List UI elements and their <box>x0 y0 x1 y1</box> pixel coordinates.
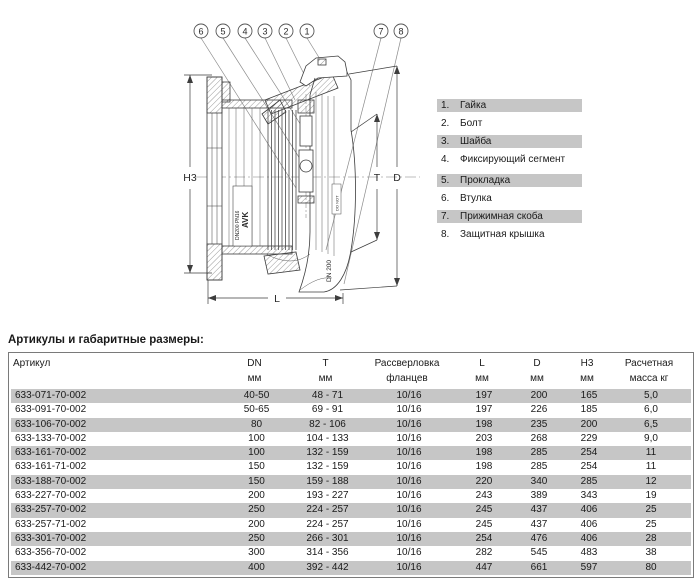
value-cell: 40-50 <box>243 390 270 401</box>
table-header <box>9 353 693 389</box>
value-cell: 254 <box>580 447 598 459</box>
value-cell: 285 <box>580 475 598 487</box>
value-cell: 28 <box>645 532 657 544</box>
spec-table <box>8 352 694 578</box>
legend-item-number: 4. <box>441 154 450 165</box>
legend-item-8 <box>437 228 582 241</box>
value-cell: 235 <box>530 418 548 430</box>
value-cell: 9,0 <box>644 432 658 444</box>
value-cell: 10/16 <box>396 390 422 401</box>
table-header-cell: Расчетная <box>624 358 674 369</box>
table-row <box>11 475 691 489</box>
legend-item-label: Фиксирующий сегмент <box>460 154 566 165</box>
article-cell: 633-257-71-002 <box>15 518 87 530</box>
value-cell: 5,0 <box>644 390 658 401</box>
value-cell: 69 - 91 <box>311 404 344 416</box>
value-cell: 150 <box>248 461 265 473</box>
legend-item-label: Прокладка <box>460 175 511 186</box>
legend-item-label: Шайба <box>460 136 492 147</box>
value-cell: 10/16 <box>396 490 422 502</box>
value-cell: 245 <box>475 504 493 516</box>
callout-1 <box>300 24 314 38</box>
value-cell: 10/16 <box>396 418 422 430</box>
value-cell: 82 - 106 <box>309 418 346 430</box>
technical-drawing <box>0 0 460 330</box>
value-cell: 10/16 <box>396 404 422 416</box>
legend-item-number: 3. <box>441 136 450 147</box>
value-cell: 198 <box>475 418 493 430</box>
value-cell: 100 <box>248 447 265 459</box>
table-header-cell: Артикул <box>13 358 51 369</box>
article-cell: 633-161-71-002 <box>15 461 87 473</box>
value-cell: 150 <box>248 475 265 487</box>
grip-ring-section <box>268 110 296 250</box>
value-cell: 220 <box>475 475 493 487</box>
callouts <box>194 24 408 38</box>
value-cell: 483 <box>580 547 598 559</box>
value-cell: 476 <box>530 532 548 544</box>
value-cell: 132 - 159 <box>306 447 349 459</box>
table-header-cell: L <box>479 358 485 369</box>
flange-adapter-section-drawing <box>0 0 460 330</box>
value-cell: 437 <box>530 504 548 516</box>
value-cell: 300 <box>248 547 265 559</box>
value-cell: 268 <box>530 432 548 444</box>
table-header-cell: мм <box>530 373 544 384</box>
value-cell: 406 <box>580 504 598 516</box>
value-cell: 437 <box>530 518 548 530</box>
svg-text:5: 5 <box>220 26 226 37</box>
table-header-cell: мм <box>580 373 594 384</box>
legend-item-label: Болт <box>460 118 483 129</box>
table-header-cell: фланцев <box>386 373 428 384</box>
value-cell: 250 <box>248 504 265 516</box>
table-row <box>11 532 691 546</box>
article-cell: 633-188-70-002 <box>15 475 87 487</box>
value-cell: 100 <box>248 432 265 444</box>
callout-8 <box>394 24 408 38</box>
legend-item-5 <box>437 174 582 187</box>
legend-item-number: 5. <box>441 175 450 186</box>
legend-item-number: 8. <box>441 229 450 240</box>
value-cell: 285 <box>530 447 548 459</box>
value-cell: 25 <box>645 518 657 530</box>
value-cell: 6,5 <box>644 418 658 430</box>
value-cell: 224 - 257 <box>306 518 349 530</box>
table-row <box>11 418 691 432</box>
value-cell: 226 <box>530 404 548 416</box>
value-cell: 132 - 159 <box>306 461 349 473</box>
lower-lug-section <box>264 252 300 274</box>
article-cell: 633-356-70-002 <box>15 547 87 559</box>
value-cell: 165 <box>580 390 598 401</box>
value-cell: 12 <box>645 475 657 487</box>
table-row <box>11 503 691 517</box>
value-cell: 10/16 <box>396 475 422 487</box>
table-header-cell: мм <box>318 373 333 384</box>
value-cell: 200 <box>248 518 265 530</box>
legend-item-7 <box>437 210 582 223</box>
svg-text:8: 8 <box>398 26 404 37</box>
brand-marking: AVK <box>241 211 250 228</box>
dn-size-marking: DN 200 <box>326 259 333 282</box>
value-cell: 343 <box>580 490 598 502</box>
value-cell: 10/16 <box>396 461 422 473</box>
value-cell: 80 <box>645 561 657 573</box>
table-header-cell <box>9 371 221 386</box>
value-cell: 400 <box>248 561 265 573</box>
svg-text:6: 6 <box>198 26 204 37</box>
callout-4 <box>238 24 252 38</box>
value-cell: 314 - 356 <box>306 547 349 559</box>
value-cell: 50-65 <box>243 404 270 416</box>
table-header-cell: масса кг <box>629 373 669 384</box>
table-header-cell: Рассверловка <box>374 358 440 369</box>
value-cell: 11 <box>645 461 657 473</box>
value-cell: 11 <box>645 447 657 459</box>
article-cell: 633-442-70-002 <box>15 561 87 573</box>
article-cell: 633-106-70-002 <box>15 418 87 430</box>
spec-marking: DN200 PN16 <box>235 210 241 240</box>
legend-item-6 <box>437 192 582 205</box>
table-header-cell: мм <box>475 373 489 384</box>
table-row <box>11 446 691 460</box>
value-cell: 406 <box>580 518 598 530</box>
table-row <box>11 561 691 575</box>
legend-item-2 <box>437 117 582 130</box>
value-cell: 198 <box>475 461 493 473</box>
legend-item-number: 6. <box>441 193 450 204</box>
value-cell: 285 <box>530 461 548 473</box>
article-cell: 633-071-70-002 <box>15 390 87 401</box>
callout-2 <box>279 24 293 38</box>
table-row <box>11 546 691 560</box>
table-header-cell: H3 <box>580 358 594 369</box>
value-cell: 10/16 <box>396 447 422 459</box>
table-header-line2 <box>9 371 693 386</box>
legend-item-label: Прижимная скоба <box>460 211 543 222</box>
value-cell: 10/16 <box>396 504 422 516</box>
value-cell: 392 - 442 <box>306 561 349 573</box>
value-cell: 597 <box>580 561 598 573</box>
legend-item-3 <box>437 135 582 148</box>
legend-item-label: Втулка <box>460 193 492 204</box>
legend-item-number: 7. <box>441 211 450 222</box>
table-header-cell: D <box>533 358 541 369</box>
callout-5 <box>216 24 230 38</box>
bolt-assembly <box>298 94 314 218</box>
table-row <box>11 460 691 474</box>
callout-6 <box>194 24 208 38</box>
value-cell: 104 - 133 <box>306 432 349 444</box>
table-header-line1 <box>9 356 693 371</box>
table-row <box>11 489 691 503</box>
table-row <box>11 432 691 446</box>
legend-item-label: Гайка <box>460 100 487 111</box>
article-cell: 633-161-70-002 <box>15 447 87 459</box>
value-cell: 185 <box>580 404 598 416</box>
value-cell: 80 <box>250 418 263 430</box>
value-cell: 200 <box>248 490 265 502</box>
value-cell: 282 <box>475 547 493 559</box>
callout-7 <box>374 24 388 38</box>
table-header-cell: T <box>322 358 329 369</box>
dim-label-l: L <box>274 293 280 305</box>
table-header-cell: мм <box>247 373 262 384</box>
value-cell: 224 - 257 <box>306 504 349 516</box>
value-cell: 10/16 <box>396 532 422 544</box>
table-row <box>11 389 691 403</box>
table-body <box>9 389 693 577</box>
value-cell: 193 - 227 <box>306 490 349 502</box>
dimension-l <box>208 280 343 305</box>
value-cell: 243 <box>475 490 493 502</box>
legend-item-label: Защитная крышка <box>460 229 545 240</box>
table-row <box>11 403 691 417</box>
value-cell: 25 <box>645 504 657 516</box>
value-cell: 197 <box>475 404 493 416</box>
article-cell: 633-227-70-002 <box>15 490 87 502</box>
value-cell: 661 <box>530 561 548 573</box>
article-cell: 633-257-70-002 <box>15 504 87 516</box>
value-cell: 254 <box>475 532 493 544</box>
value-cell: 159 - 188 <box>306 475 349 487</box>
article-cell: 633-133-70-002 <box>15 432 87 444</box>
callout-3 <box>258 24 272 38</box>
value-cell: 6,0 <box>644 404 658 416</box>
value-cell: 10/16 <box>396 561 422 573</box>
dim-label-h3: H3 <box>183 172 197 184</box>
value-cell: 245 <box>475 518 493 530</box>
table-header-cell: DN <box>247 358 262 369</box>
value-cell: 48 - 71 <box>311 390 344 401</box>
svg-text:4: 4 <box>242 26 248 37</box>
value-cell: 200 <box>530 390 548 401</box>
parts-legend <box>437 99 687 246</box>
value-cell: 10/16 <box>396 547 422 559</box>
legend-item-4 <box>437 153 582 166</box>
legend-item-1 <box>437 99 582 112</box>
section-title: Артикулы и габаритные размеры: <box>8 334 204 346</box>
value-cell: 406 <box>580 532 598 544</box>
value-cell: 266 - 301 <box>306 532 349 544</box>
value-cell: 340 <box>530 475 548 487</box>
article-cell: 633-091-70-002 <box>15 404 87 416</box>
value-cell: 10/16 <box>396 432 422 444</box>
dim-label-d: D <box>393 172 401 184</box>
value-cell: 250 <box>248 532 265 544</box>
value-cell: 200 <box>580 418 598 430</box>
legend-item-number: 1. <box>441 100 450 111</box>
value-cell: 198 <box>475 447 493 459</box>
article-cell: 633-301-70-002 <box>15 532 87 544</box>
value-cell: 254 <box>580 461 598 473</box>
legend-item-number: 2. <box>441 118 450 129</box>
table-row <box>11 518 691 532</box>
value-cell: 10/16 <box>396 518 422 530</box>
value-cell: 389 <box>530 490 548 502</box>
svg-text:2: 2 <box>283 26 289 37</box>
tag-marking: DO NOT <box>334 195 340 211</box>
value-cell: 38 <box>645 547 657 559</box>
svg-text:1: 1 <box>304 26 310 37</box>
value-cell: 229 <box>580 432 598 444</box>
value-cell: 203 <box>475 432 493 444</box>
dim-label-t: T <box>373 172 381 184</box>
svg-text:7: 7 <box>378 26 384 37</box>
value-cell: 197 <box>475 390 493 401</box>
value-cell: 19 <box>645 490 657 502</box>
svg-text:3: 3 <box>262 26 268 37</box>
dimension-d <box>340 66 401 290</box>
value-cell: 447 <box>475 561 493 573</box>
value-cell: 545 <box>530 547 548 559</box>
